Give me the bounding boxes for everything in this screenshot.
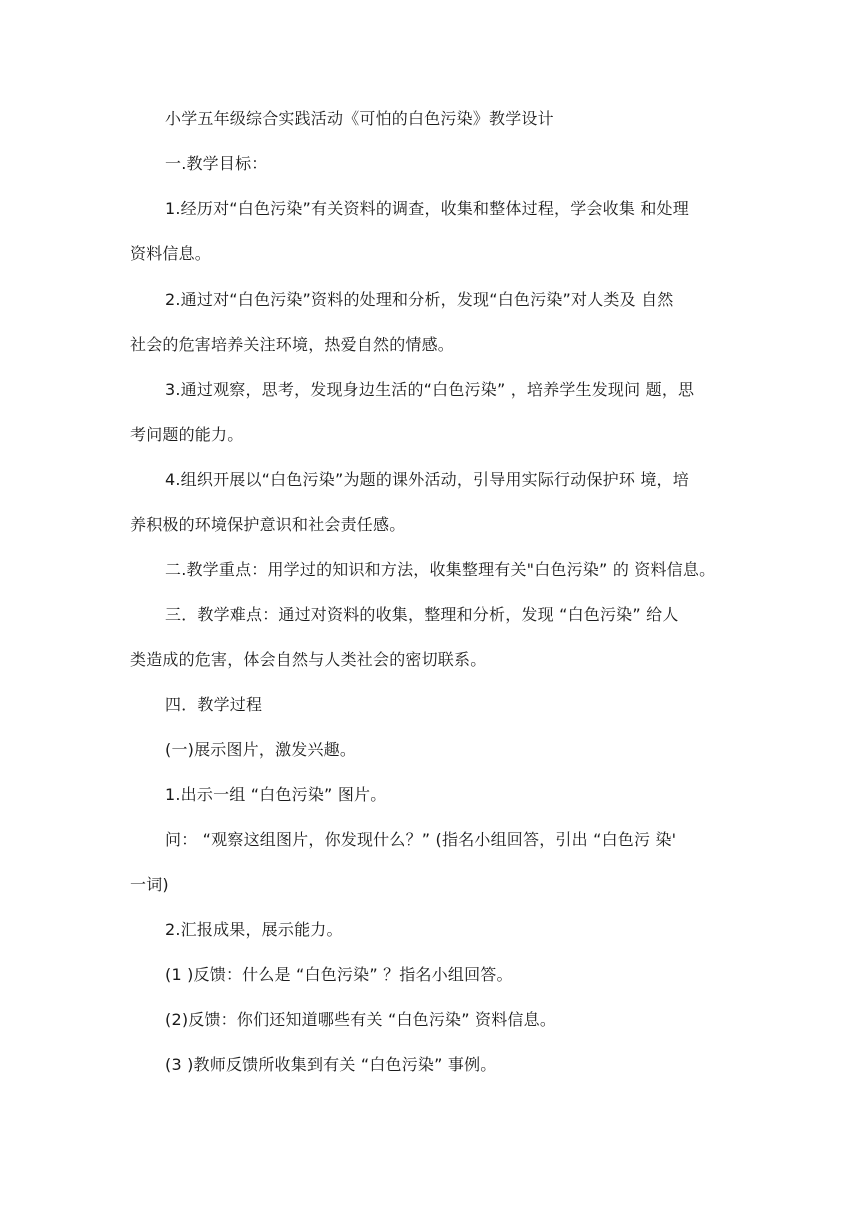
- paragraph-line: 一词): [130, 875, 169, 894]
- paragraph-line: 3.通过观察，思考，发现身边生活的“白色污染” ，培养学生发现问 题，思: [165, 380, 695, 399]
- paragraph-line: 资料信息。: [130, 244, 212, 263]
- section-heading-key-points: 二.教学重点：用学过的知识和方法，收集整理有关"白色污染” 的 资料信息。: [165, 560, 716, 579]
- paragraph-line: 问： “观察这组图片，你发现什么？” (指名小组回答，引出 “白色污 染': [165, 830, 677, 849]
- paragraph-line: 类造成的危害，体会自然与人类社会的密切联系。: [130, 650, 487, 669]
- paragraph-line: 社会的危害培养关注环境，热爱自然的情感。: [130, 335, 455, 354]
- paragraph-line: 1.出示一组 “白色污染” 图片。: [165, 785, 387, 804]
- paragraph-line: 1.经历对“白色污染”有关资料的调查，收集和整体过程，学会收集 和处理: [165, 199, 689, 218]
- paragraph-line: 2.汇报成果，展示能力。: [165, 920, 343, 939]
- paragraph-line: 2.通过对“白色污染”资料的处理和分析，发现“白色污染”对人类及 自然: [165, 290, 674, 309]
- section-heading-process: 四．教学过程: [165, 695, 263, 714]
- paragraph-line: (1 )反馈：什么是 “白色污染” ？指名小组回答。: [165, 965, 513, 984]
- paragraph-line: 考问题的能力。: [130, 425, 244, 444]
- paragraph-line: 4.组织开展以“白色污染”为题的课外活动，引导用实际行动保护环 境，培: [165, 470, 689, 489]
- section-heading-objectives: 一.教学目标：: [165, 154, 268, 173]
- paragraph-line: 养积极的环境保护意识和社会责任感。: [130, 515, 406, 534]
- section-heading-difficulties: 三．教学难点：通过对资料的收集，整理和分析，发现 “白色污染” 给人: [165, 605, 679, 624]
- document-title: 小学五年级综合实践活动《可怕的白色污染》教学设计: [165, 109, 554, 128]
- paragraph-line: (3 )教师反馈所收集到有关 “白色污染” 事例。: [165, 1055, 497, 1074]
- subsection-heading: (一)展示图片，激发兴趣。: [165, 740, 357, 759]
- paragraph-line: (2)反馈：你们还知道哪些有关 “白色污染” 资料信息。: [165, 1010, 557, 1029]
